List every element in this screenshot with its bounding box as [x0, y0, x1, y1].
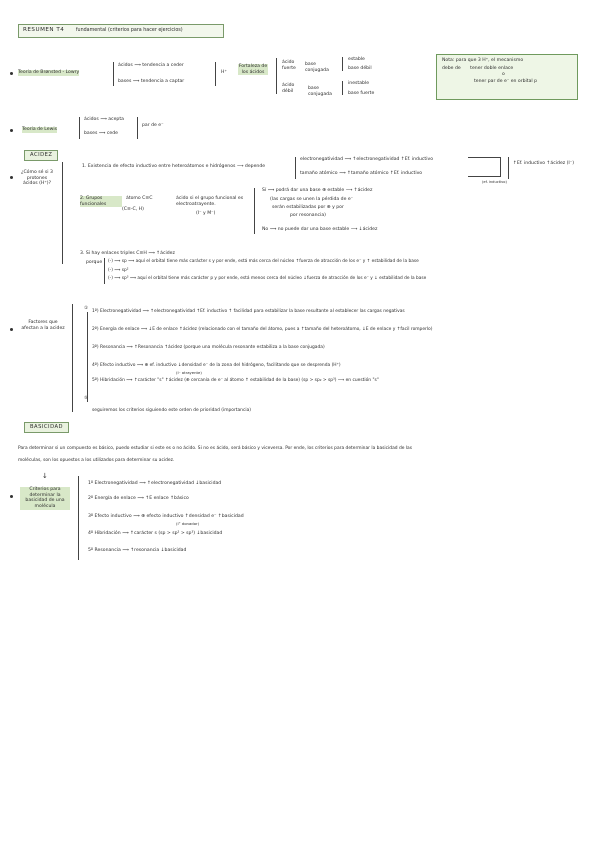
- result-base-debil: base débil: [348, 66, 372, 71]
- acido-debil: ácido débil: [282, 83, 295, 94]
- acidez-p2b: átomo C≡C: [126, 196, 153, 201]
- note-line-1: Nota: para que 3 H⁺, el mecanismo: [442, 58, 524, 63]
- brace: [62, 162, 63, 264]
- note-line-5: tener par de e⁻ en orbital p: [474, 79, 538, 85]
- acidez-p1d: ↑Ef. inductivo ↑ácidez (I⁻): [513, 161, 575, 166]
- acidez-p2c: (C≡-C, H): [122, 207, 144, 212]
- brace: [276, 58, 277, 94]
- section-basicidad: BASICIDAD: [24, 422, 69, 433]
- brace: [104, 258, 105, 284]
- basicidad-label: Criterios para determinar la basicidad de una molécula: [20, 487, 70, 510]
- bullet-icon: [10, 328, 13, 331]
- bronsted-fuerza: [238, 64, 268, 75]
- bullet-icon: [10, 495, 13, 498]
- acidez-p2g: (las cargas se unen la pérdida de e⁻: [270, 197, 354, 202]
- factores-num-1: ①: [84, 306, 89, 311]
- factor-5: 5º) Hibridación ⟿ ↑carácter "s" ↑ácidez (⊕ cercanía de e⁻ al átomo ↑ estabilidad de la base) (sp > sp₂ > sp³) ⟶ en cuestión "s": [92, 378, 379, 383]
- acidez-p3a: porque: [86, 260, 103, 265]
- bullet-icon: [10, 176, 13, 179]
- brace: [215, 62, 216, 86]
- criterio-3b: (I⁺ donador): [176, 521, 200, 526]
- acido-fuerte: ácido fuerte: [282, 60, 296, 71]
- acidez-p2d: ácido si el grupo funcional es electroatrayente.: [176, 196, 244, 207]
- acidez-p3d: (-) ⟿ sp³ ⟿ aquí el orbital tiene más carácter p y por ende, está menos cerca del núcleo ↓fuerza de atracción de los e⁻ y ↓ estabilidad de la base: [108, 276, 427, 281]
- brace: [72, 304, 73, 412]
- acidez-p3: 3. Si hay enlaces triples C≡H ⟿ ↑ácidez: [80, 251, 175, 256]
- factores-label: Factores que afectan a la acidez: [21, 320, 65, 331]
- brace: [508, 157, 509, 179]
- brace: [87, 312, 88, 402]
- bronsted-h: H⁺: [221, 70, 227, 75]
- factor-3: 3º) Resonancia ⟿ ↑Resonancia ↑ácidez (porque una molécula resonante estabiliza a la base conjugada): [92, 345, 325, 350]
- bronsted-acid: ácidos ⟿ tendencia a ceder: [118, 63, 184, 68]
- lewis-label: Teoría de Lewis: [22, 127, 58, 132]
- arrow-down-icon: ↓: [42, 472, 48, 480]
- brace: [113, 62, 114, 86]
- acidez-p2j: No ⟿ no puede dar una base estable ⟶ ↓ácidez: [262, 227, 378, 232]
- acidez-p2: 2. Grupos funcionales: [80, 196, 122, 207]
- section-acidez: ACIDEZ: [24, 150, 58, 161]
- page-title-box: [18, 24, 224, 38]
- factor-1: 1º) Electronegatividad ⟿ ↑electronegatividad ↑Ef. inductivo ↑ facilidad para estabilizar la base resultante al establecer las cargas negativas: [92, 309, 405, 314]
- page-subtitle: fundamental (criterios para hacer ejercicios): [75, 28, 183, 33]
- factores-num-5: ⑤: [84, 396, 89, 401]
- acidez-p1c: (ef. inductivo): [482, 180, 507, 184]
- acidez-question: ¿Cómo sé si 3 protones ácidos (H⁺)?: [21, 170, 53, 187]
- base-conjugada-1: base conjugada: [305, 62, 329, 73]
- base-conjugada-2: base conjugada: [308, 86, 332, 97]
- result-estable: estable: [348, 57, 365, 62]
- criterio-5: 5º Resonancia ⟿ ↑resonancia ↓basicidad: [88, 548, 187, 553]
- note-line-3: tener doble enlace: [470, 65, 514, 71]
- brace: [79, 117, 80, 139]
- acidez-p2h: serán estabilizadas por ⊕ y por: [272, 205, 344, 210]
- note-box: [436, 54, 578, 100]
- criterio-3: 3º Efecto inductivo ⟿ ⊕ efecto inductivo ↑densidad e⁻ ↑basicidad: [88, 514, 244, 519]
- acidez-p1a: electronegatividad ⟿ ↑electronegatividad ↑Ef. inductivo: [300, 157, 434, 162]
- note-line-4: o: [502, 72, 505, 78]
- brace: [254, 188, 255, 234]
- page-title: RESUMEN T4: [23, 27, 65, 33]
- criterio-2: 2º Energía de enlace ⟿ ↑E enlace ↑básico: [88, 496, 189, 501]
- basicidad-intro-2: moléculas, son los opuestos a los utilizados para determinar su acidez.: [18, 458, 175, 463]
- brace: [78, 476, 79, 560]
- factor-4b: (I⁻ atrayente): [176, 370, 202, 375]
- criterio-1: 1º Electronegatividad ⟿ ↑electronegatividad ↓basicidad: [88, 481, 222, 486]
- criterio-4: 4º Hibridación ⟿ ↑carácter s (sp > sp² > sp³) ↓basicidad: [88, 531, 223, 536]
- factor-4: 4º) Efecto inductivo ⟿ ⊕ ef. inductivo ↓densidad e⁻ de la zona del hidrógeno, facilitando que se desprenda (H⁺): [92, 363, 341, 368]
- acidez-p1b: tamaño atómico ⟿ ↑tamaño atómico ↑Ef. inductivo: [300, 171, 423, 176]
- result-base-fuerte: base fuerte: [348, 91, 375, 96]
- brace: [295, 157, 296, 179]
- bronsted-fuerza-text: Fortaleza de los ácidos: [238, 64, 268, 75]
- result-inestable: inestable: [348, 81, 370, 86]
- brace: [342, 81, 343, 95]
- brace: [342, 57, 343, 71]
- lewis-acid: ácidos ⟿ acepta: [84, 117, 124, 122]
- basicidad-intro-1: Para determinar si un compuesto es básico, puedo estudiar si este es o no ácido. Si no es ácido, será básico y viceversa. Por ende, los criterios para determinar la basicidad de las: [18, 446, 413, 451]
- bronsted-base: bases ⟿ tendencia a captar: [118, 79, 185, 84]
- acidez-p1: 1. Existencia de efecto inductivo entre heteroátomos e hidrógenos ⟶ depende: [82, 164, 266, 169]
- acidez-p3b: (-) ⟿ sp ⟿ aquí el orbital tiene más carácter s y por ende, está más cerca del núcleo ↑fuerza de atracción de los e⁻ y ↑ estabilidad de la base: [108, 259, 419, 264]
- bronsted-label: Teoría de Brønsted - Lowry: [18, 70, 80, 75]
- acidez-p2f: Sí ⟿ podrá dar una base ⊕ estable ⟶ ↑ácidez: [262, 188, 373, 193]
- bracket: [468, 157, 501, 177]
- acidez-p2i: por resonancia): [290, 213, 326, 218]
- lewis-base: bases ⟿ cede: [84, 131, 118, 136]
- brace: [137, 117, 138, 139]
- factor-6: seguiremos los criterios siguiendo este orden de prioridad (importancia): [92, 408, 252, 413]
- factor-2: 2º) Energía de enlace ⟿ ↓E de enlace ↑ácidez (relacionado con el tamaño del átomo, pues a ↑tamaño del heteroátomo, ↓E de enlace y ↑facil romperlo): [92, 327, 433, 332]
- bullet-icon: [10, 72, 13, 75]
- acidez-p3c: (-) ⟿ sp²: [108, 268, 129, 273]
- lewis-par: par de e⁻: [142, 123, 164, 128]
- acidez-p2e: (I⁻ y M⁻): [196, 211, 216, 216]
- note-line-2: debe de: [442, 65, 461, 71]
- bullet-icon: [10, 129, 13, 132]
